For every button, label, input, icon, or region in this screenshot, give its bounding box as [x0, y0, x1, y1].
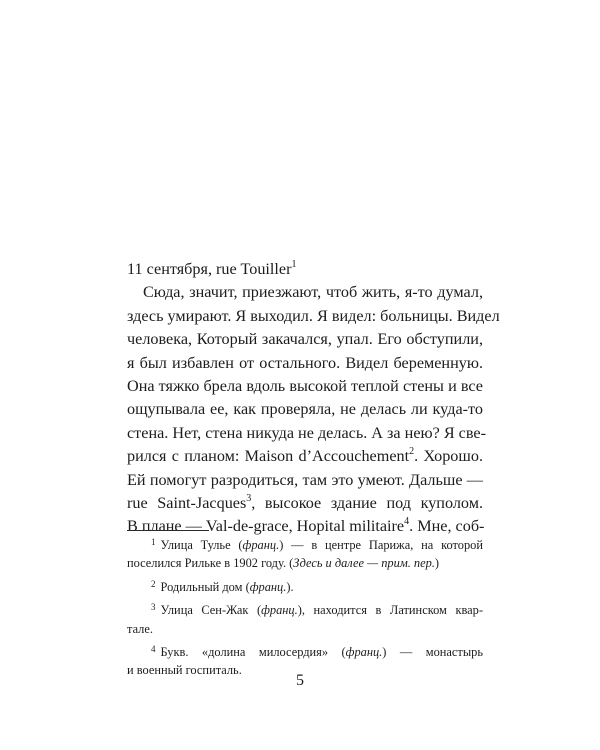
footnote-text: Букв. «долина милосердия» ( — [160, 644, 346, 659]
paragraph-line: ощупывала ее, как проверяла, не делась ли куда-то — [127, 400, 483, 419]
footnote-italic: франц. — [345, 644, 383, 659]
footnote-ref-4: 4 — [404, 515, 410, 527]
line-text: рился с планом: Maison d’Accouchement — [127, 447, 410, 466]
footnote-text: Родильный дом ( — [160, 579, 250, 594]
footnote-text: ) — в центре Парижа, на которой — [279, 538, 483, 552]
footnote-3 — [127, 601, 483, 619]
line-text: . Хорошо. — [414, 447, 483, 466]
footnote-ref-3: 3 — [246, 492, 252, 504]
footnote-text: ) — монастырь — [382, 644, 483, 659]
main-text — [127, 258, 500, 539]
entry-heading-text: 11 сентября, rue Touiller — [127, 260, 292, 278]
line-text: , высокое здание под куполом. — [251, 493, 483, 512]
paragraph-line: я был избавлен от остального. Видел беременную. — [127, 353, 483, 372]
footnote-text: Улица Сен-Жак ( — [160, 603, 262, 618]
footnote-ref-2: 2 — [409, 445, 415, 457]
footnote-4-cont: и военный госпиталь. — [127, 663, 242, 678]
paragraph-line: здесь умирают. Я выходил. Я видел: больницы. Видел — [127, 306, 500, 325]
footnote-text: ), находится в Латинском квар- — [297, 603, 483, 618]
footnote-italic: франц. — [242, 538, 280, 552]
footnote-text: ) — [434, 556, 440, 571]
footnote-text: ). — [286, 579, 294, 594]
paragraph-line — [127, 492, 483, 515]
footnote-text: Улица Тулье ( — [160, 538, 243, 552]
footnote-4 — [127, 643, 483, 661]
entry-heading — [127, 258, 483, 281]
page-number: 5 — [296, 672, 304, 689]
footnote-mark: 1 — [151, 537, 156, 547]
footnote-2 — [127, 578, 483, 596]
line-text: . Мне, соб- — [409, 517, 485, 536]
line-text: rue Saint-Jacques — [127, 493, 247, 512]
paragraph-line — [127, 445, 483, 468]
footnote-ref-1: 1 — [291, 258, 297, 270]
footnote-mark: 3 — [151, 602, 156, 613]
footnote-1 — [127, 536, 483, 554]
footnote-mark: 2 — [151, 578, 156, 589]
footnote-italic: франц. — [249, 579, 287, 594]
footnote-italic: Здесь и далее — прим. пер. — [293, 556, 435, 571]
paragraph-line: человека, Который закачался, упал. Его обступили, — [127, 330, 483, 349]
footnote-separator — [127, 530, 209, 531]
footnotes — [127, 536, 483, 680]
paragraph-line: Она тяжко брела вдоль высокой теплой стены и все — [127, 376, 483, 395]
footnote-italic: франц. — [261, 603, 298, 618]
paragraph-line: стена. Нет, стена никуда не делась. А за нею? Я све- — [127, 423, 486, 442]
footnote-mark: 4 — [151, 643, 156, 654]
footnote-3-cont: тале. — [127, 621, 153, 636]
paragraph-line: Ей помогут разродиться, там это умеют. Дальше — — [127, 470, 483, 489]
line-text: В плане — Val-de-grace, Hopital militaire — [127, 517, 405, 536]
footnote-text: поселился Рильке в 1902 году. ( — [127, 556, 294, 571]
paragraph-line: Сюда, значит, приезжают, чтоб жить, я-то думал, — [143, 283, 483, 302]
footnote-1-cont — [127, 554, 483, 572]
